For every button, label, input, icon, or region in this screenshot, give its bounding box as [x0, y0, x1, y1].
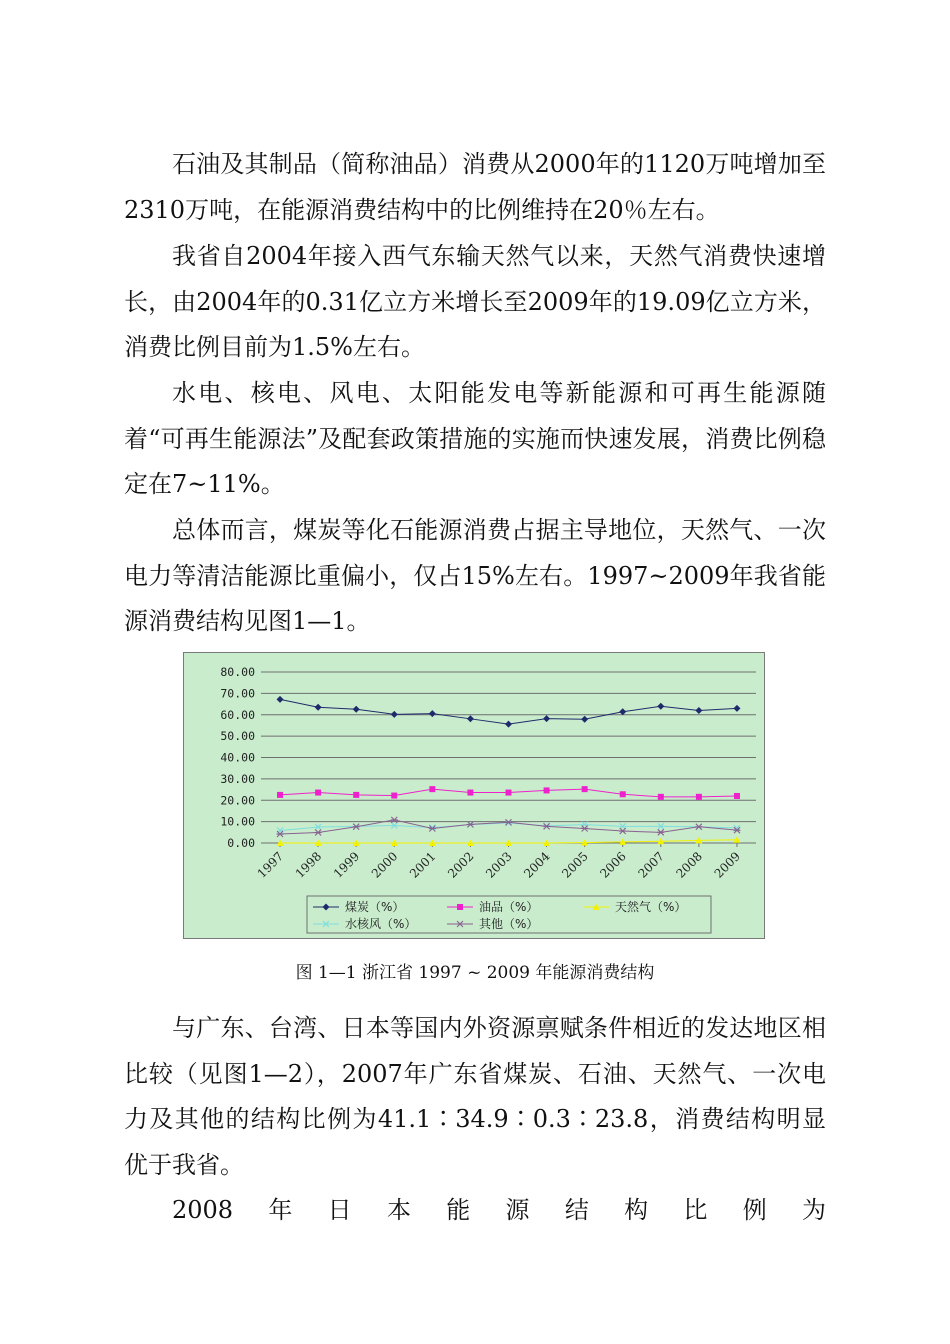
paragraph-renewables: 水电、核电、风电、太阳能发电等新能源和可再生能源随着“可再生能源法”及配套政策措施的实施而快速发展，消费比例稳定在7~11%。 [124, 379, 826, 498]
data-point-s1 [695, 707, 702, 714]
data-point-s5 [695, 824, 702, 830]
y-tick-label: 50.00 [220, 729, 255, 744]
x-tick-label: 2004 [521, 849, 553, 881]
data-point-s2 [734, 793, 740, 799]
data-point-s5 [505, 819, 512, 825]
x-tick-label: 1999 [330, 849, 363, 881]
y-tick-label: 40.00 [220, 750, 255, 765]
paragraph-summary: 总体而言，煤炭等化石能源消费占据主导地位，天然气、一次电力等清洁能源比重偏小，仅占15%左右。1997~2009年我省能源消费结构见图1—1。 [124, 516, 826, 635]
data-point-s5 [467, 821, 474, 827]
data-point-s1 [733, 705, 740, 712]
data-point-s5 [429, 825, 436, 831]
data-point-s1 [619, 708, 626, 715]
series-line-4 [280, 823, 737, 831]
data-point-s5 [315, 830, 322, 836]
x-tick-label: 2001 [406, 849, 439, 881]
y-tick-label: 0.00 [227, 836, 255, 850]
legend-label-1: 煤炭（%） [345, 900, 405, 914]
x-tick-label: 2006 [597, 849, 629, 881]
y-tick-label: 80.00 [220, 665, 255, 679]
data-point-s1 [391, 711, 398, 718]
paragraph-comparison-last-line: 2008年日本能源结构比例为 [172, 1196, 826, 1224]
data-point-s2 [696, 794, 702, 800]
paragraph-comparison [124, 1006, 826, 1234]
data-point-s2 [544, 787, 550, 793]
x-tick-label: 2000 [368, 849, 401, 881]
x-tick-label: 2008 [673, 849, 706, 881]
paragraph-natural-gas: 我省自2004年接入西气东输天然气以来，天然气消费快速增长，由2004年的0.31亿立方米增长至2009年的19.09亿立方米，消费比例目前为1.5%左右。 [124, 242, 826, 361]
y-tick-label: 10.00 [220, 814, 255, 829]
data-point-s5 [543, 823, 550, 829]
legend-marker-2 [457, 904, 463, 910]
data-point-s5 [581, 825, 588, 831]
data-point-s2 [582, 786, 588, 792]
data-point-s5 [277, 831, 284, 837]
data-point-s1 [353, 706, 360, 713]
data-point-s1 [581, 716, 588, 723]
data-point-s2 [620, 791, 626, 797]
legend-label-2: 油品（%） [479, 900, 539, 914]
data-point-s2 [658, 794, 664, 800]
x-tick-label: 1998 [292, 849, 325, 881]
data-point-s5 [657, 829, 664, 835]
data-point-s1 [543, 715, 550, 722]
x-tick-label: 2005 [559, 849, 591, 881]
data-point-s1 [277, 696, 284, 703]
figure-caption: 图 1—1 浙江省 1997 ~ 2009 年能源消费结构 [295, 963, 655, 983]
data-point-s2 [391, 793, 397, 799]
data-point-s2 [467, 790, 473, 796]
x-tick-label: 2009 [711, 849, 744, 881]
data-point-s1 [429, 710, 436, 717]
data-point-s2 [506, 790, 512, 796]
data-point-s5 [619, 828, 626, 834]
legend-label-3: 天然气（%） [615, 900, 687, 914]
x-tick-label: 2002 [445, 849, 477, 881]
data-point-s2 [353, 792, 359, 798]
paragraph-comparison-body: 与广东、台湾、日本等国内外资源禀赋条件相近的发达地区相比较（见图1—2），2007年广东省煤炭、石油、天然气、一次电力及其他的结构比例为41.1∶34.9∶0.3∶23.8，消费结构明显优于我省。 [124, 1014, 826, 1179]
y-tick-label: 60.00 [220, 707, 255, 722]
data-point-s1 [505, 721, 512, 728]
x-tick-label: 2003 [483, 849, 515, 881]
data-point-s2 [277, 792, 283, 798]
data-point-s2 [429, 786, 435, 792]
energy-structure-chart [183, 652, 765, 939]
paragraph-oil: 石油及其制品（简称油品）消费从2000年的1120万吨增加至2310万吨，在能源消费结构中的比例维持在20％左右。 [124, 150, 826, 224]
data-point-s1 [315, 704, 322, 711]
legend-label-5: 其他（%） [479, 917, 539, 931]
series-line-1 [280, 699, 737, 724]
legend-label-4: 水核风（%） [345, 917, 417, 931]
data-point-s1 [657, 703, 664, 710]
y-tick-label: 70.00 [220, 686, 255, 701]
data-point-s2 [315, 790, 321, 796]
chart-canvas [184, 653, 766, 940]
x-tick-label: 2007 [635, 849, 667, 881]
data-point-s5 [353, 824, 360, 830]
data-point-s1 [467, 715, 474, 722]
y-tick-label: 20.00 [220, 793, 255, 808]
y-tick-label: 30.00 [220, 771, 255, 786]
x-tick-label: 1997 [254, 849, 287, 881]
